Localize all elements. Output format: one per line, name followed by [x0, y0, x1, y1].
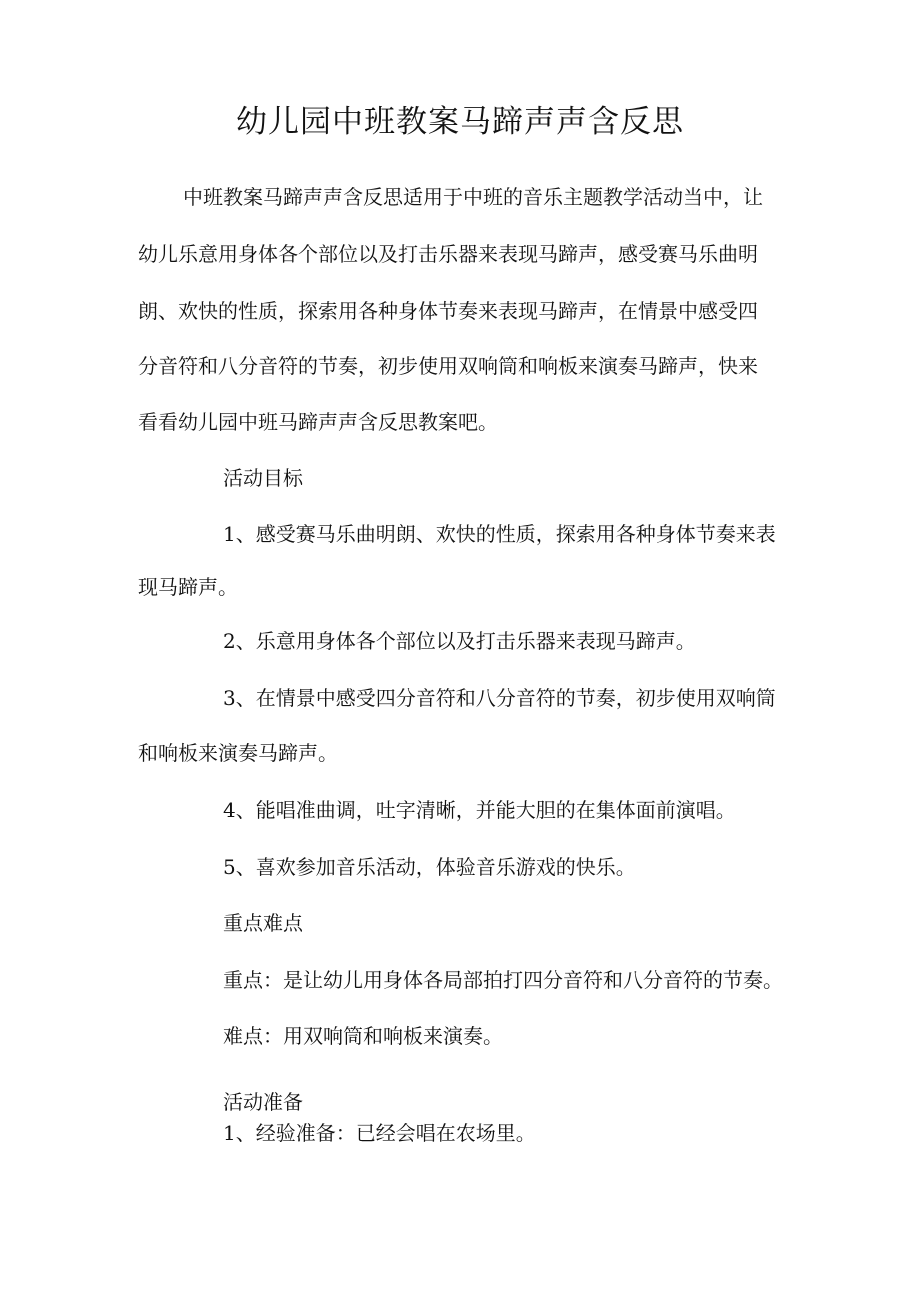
goal-3-line-2: 和响板来演奏马蹄声。 [138, 741, 338, 765]
intro-line-5: 看看幼儿园中班马蹄声声含反思教案吧。 [138, 410, 498, 434]
document-title: 幼儿园中班教案马蹄声声含反思 [236, 104, 684, 140]
section-heading-goals: 活动目标 [223, 466, 303, 490]
intro-line-4: 分音符和八分音符的节奏，初步使用双响筒和响板来演奏马蹄声，快来 [138, 354, 758, 378]
goal-1-line-2: 现马蹄声。 [138, 575, 238, 599]
goal-5: 5、喜欢参加音乐活动，体验音乐游戏的快乐。 [223, 855, 636, 879]
preparation-item-1: 1、经验准备：已经会唱在农场里。 [223, 1121, 536, 1145]
section-heading-preparation: 活动准备 [223, 1090, 303, 1114]
key-point: 重点：是让幼儿用身体各局部拍打四分音符和八分音符的节奏。 [223, 968, 783, 992]
goal-1-line-1: 1、感受赛马乐曲明朗、欢快的性质，探索用各种身体节奏来表 [223, 522, 776, 546]
goal-2: 2、乐意用身体各个部位以及打击乐器来表现马蹄声。 [223, 629, 696, 653]
goal-4: 4、能唱准曲调，吐字清晰，并能大胆的在集体面前演唱。 [223, 798, 736, 822]
intro-line-2: 幼儿乐意用身体各个部位以及打击乐器来表现马蹄声，感受赛马乐曲明 [138, 242, 758, 266]
goal-3-line-1: 3、在情景中感受四分音符和八分音符的节奏，初步使用双响筒 [223, 686, 776, 710]
difficulty-point: 难点：用双响筒和响板来演奏。 [223, 1024, 503, 1048]
intro-line-1: 中班教案马蹄声声含反思适用于中班的音乐主题教学活动当中，让 [183, 185, 763, 209]
intro-line-3: 朗、欢快的性质，探索用各种身体节奏来表现马蹄声，在情景中感受四 [138, 299, 758, 323]
section-heading-key-points: 重点难点 [223, 911, 303, 935]
